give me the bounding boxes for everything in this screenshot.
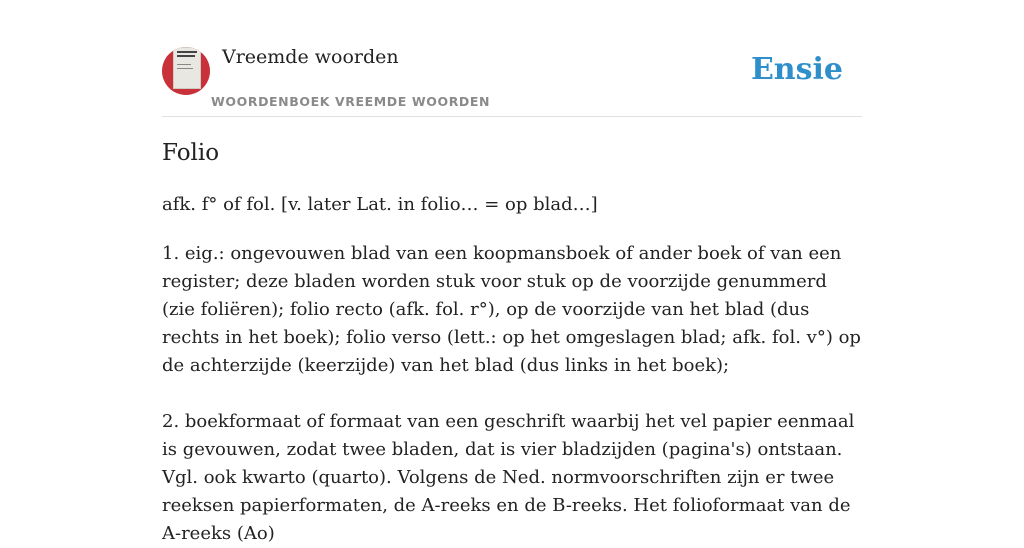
ensie-logo-link[interactable]: Ensie <box>750 52 843 87</box>
entry-etymology: afk. f° of fol. [v. later Lat. in folio… = op blad…] <box>162 194 598 215</box>
dictionary-name-link[interactable]: Vreemde woorden <box>222 46 399 68</box>
entry-title: Folio <box>162 140 220 166</box>
entry-definition-2: 2. boekformaat of formaat van een geschrift waarbij het vel papier eenmaal is gevouwen, zodat twee bladen, dat is vier bladzijden (pagina's) ontstaan. Vgl. ook kwarto (quarto). Volgens de Ned. normvoorschriften zijn er twee reeksen papierformaten, de A-reeks en de B-reeks. Het folioformaat van de A-reeks (Ao) <box>162 411 855 544</box>
entry-definition-1: 1. eig.: ongevouwen blad van een koopmansboek of ander boek of van een register; deze bladen worden stuk voor stuk op de voorzijde genummerd (zie foliëren); folio recto (afk. fol. r°), op de voorzijde van het blad (dus rechts in het boek); folio verso (lett.: op het omgeslagen blad; afk. fol. v°) op de achterzijde (keerzijde) van het blad (dus links in het boek); <box>162 243 861 376</box>
site-header <box>162 0 862 117</box>
dictionary-avatar[interactable] <box>162 47 210 95</box>
book-cover-icon <box>173 47 201 89</box>
page <box>162 0 862 544</box>
dictionary-subtitle: WOORDENBOEK VREEMDE WOORDEN <box>211 94 491 109</box>
